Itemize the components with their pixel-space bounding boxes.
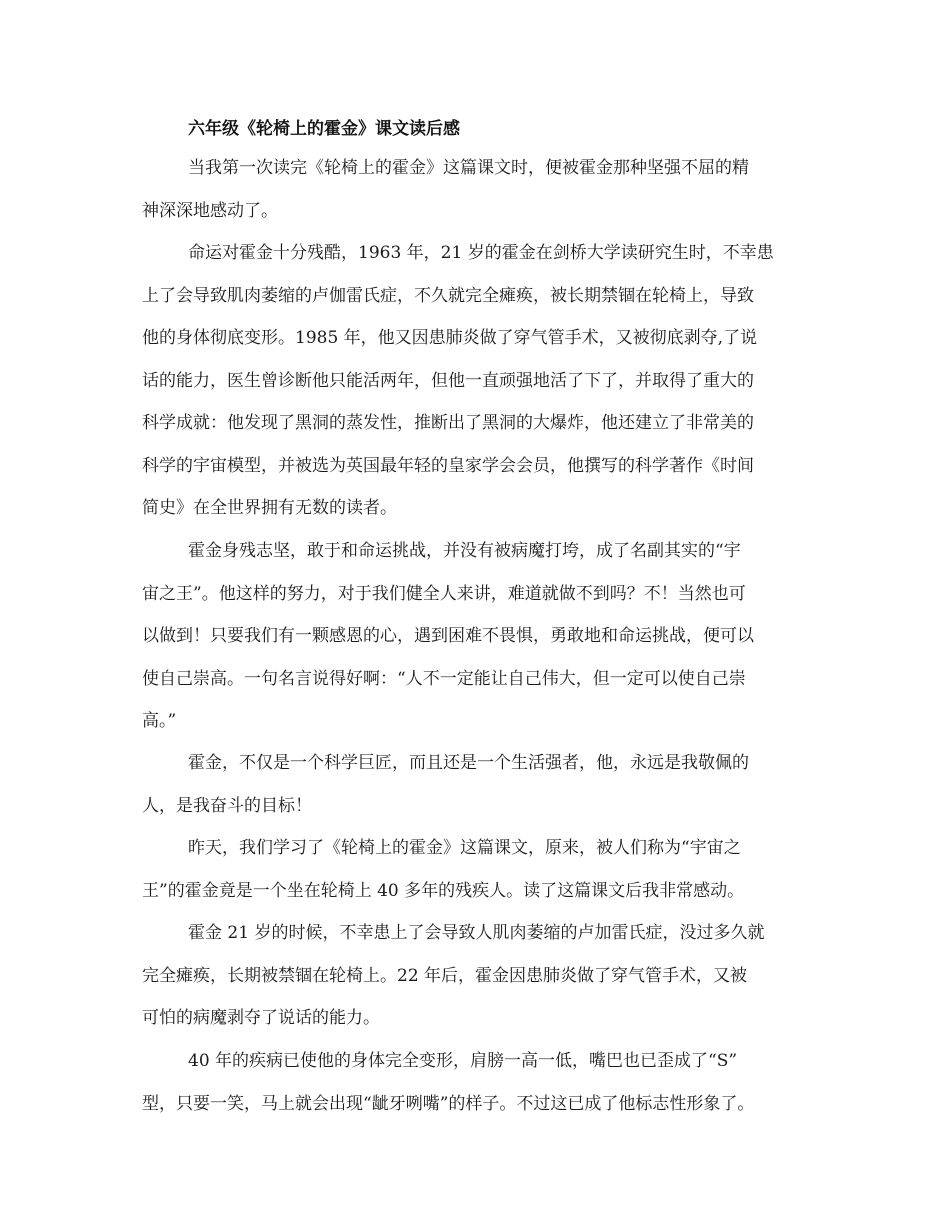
paragraph-line: 霍金身残志坚，敢于和命运挑战，并没有被病魔打垮，成了名副其实的“宇: [188, 541, 741, 561]
paragraph-2: [142, 232, 832, 530]
document-title: 六年级《轮椅上的霍金》课文读后感: [188, 119, 460, 139]
paragraph-line: 人，是我奋斗的目标！: [142, 795, 312, 816]
paragraph-line: 完全瘫痪，长期被禁锢在轮椅上。22 年后，霍金因患肺炎做了穿气管手术，又被: [142, 965, 748, 986]
paragraph-line: 他的身体彻底变形。1985 年，他又因患肺炎做了穿气管手术，又被彻底剥夺,了说: [142, 328, 758, 348]
paragraph-line: 使自己崇高。一句名言说得好啊：“人不一定能让自己伟大，但一定可以使自己崇: [142, 668, 746, 689]
paragraph-6: [142, 912, 832, 1040]
paragraph-line: 话的能力，医生曾诊断他只能活两年，但他一直顽强地活了下了，并取得了重大的: [142, 370, 754, 391]
paragraph-3: [142, 530, 832, 743]
paragraph-7: [142, 1040, 832, 1125]
paragraph-1: [142, 147, 832, 232]
paragraph-line: 科学的宇宙模型，并被选为英国最年轻的皇家学会会员，他撰写的科学著作《时间: [142, 455, 754, 476]
paragraph-5: [142, 827, 832, 912]
paragraph-4: [142, 742, 832, 827]
paragraph-line: 霍金，不仅是一个科学巨匠，而且还是一个生活强者，他，永远是我敬佩的: [188, 753, 749, 773]
paragraph-line: 科学成就：他发现了黑洞的蒸发性，推断出了黑洞的大爆炸，他还建立了非常美的: [142, 413, 754, 433]
paragraph-line: 可怕的病魔剥夺了说话的能力。: [142, 1008, 380, 1028]
paragraph-line: 宙之王”。他这样的努力，对于我们健全人来讲，难道就做不到吗？不！当然也可: [142, 583, 746, 604]
paragraph-line: 神深深地感动了。: [142, 200, 278, 221]
paragraph-line: 命运对霍金十分残酷，1963 年，21 岁的霍金在剑桥大学读研究生时，不幸患: [188, 243, 774, 263]
paragraph-line: 简史》在全世界拥有无数的读者。: [142, 498, 397, 518]
paragraph-line: 昨天，我们学习了《轮椅上的霍金》这篇课文，原来，被人们称为“宇宙之: [188, 838, 741, 858]
paragraph-line: 型，只要一笑，马上就会出现“龇牙咧嘴”的样子。不过这已成了他标志性形象了。: [142, 1093, 755, 1114]
paragraph-line: 上了会导致肌肉萎缩的卢伽雷氏症，不久就完全瘫痪，被长期禁锢在轮椅上，导致: [142, 285, 754, 306]
paragraph-line: 当我第一次读完《轮椅上的霍金》这篇课文时，便被霍金那种坚强不屈的精: [188, 158, 749, 178]
paragraph-line: 高。”: [142, 711, 177, 731]
paragraph-line: 霍金 21 岁的时候，不幸患上了会导致人肌肉萎缩的卢加雷氏症，没过多久就: [188, 923, 765, 943]
paragraph-line: 王”的霍金竟是一个坐在轮椅上 40 多年的残疾人。读了这篇课文后我非常感动。: [142, 880, 745, 901]
paragraph-line: 40 年的疾病已使他的身体完全变形，肩膀一高一低，嘴巴也已歪成了“S”: [188, 1051, 738, 1071]
paragraph-line: 以做到！只要我们有一颗感恩的心，遇到困难不畏惧，勇敢地和命运挑战，便可以: [142, 626, 754, 646]
